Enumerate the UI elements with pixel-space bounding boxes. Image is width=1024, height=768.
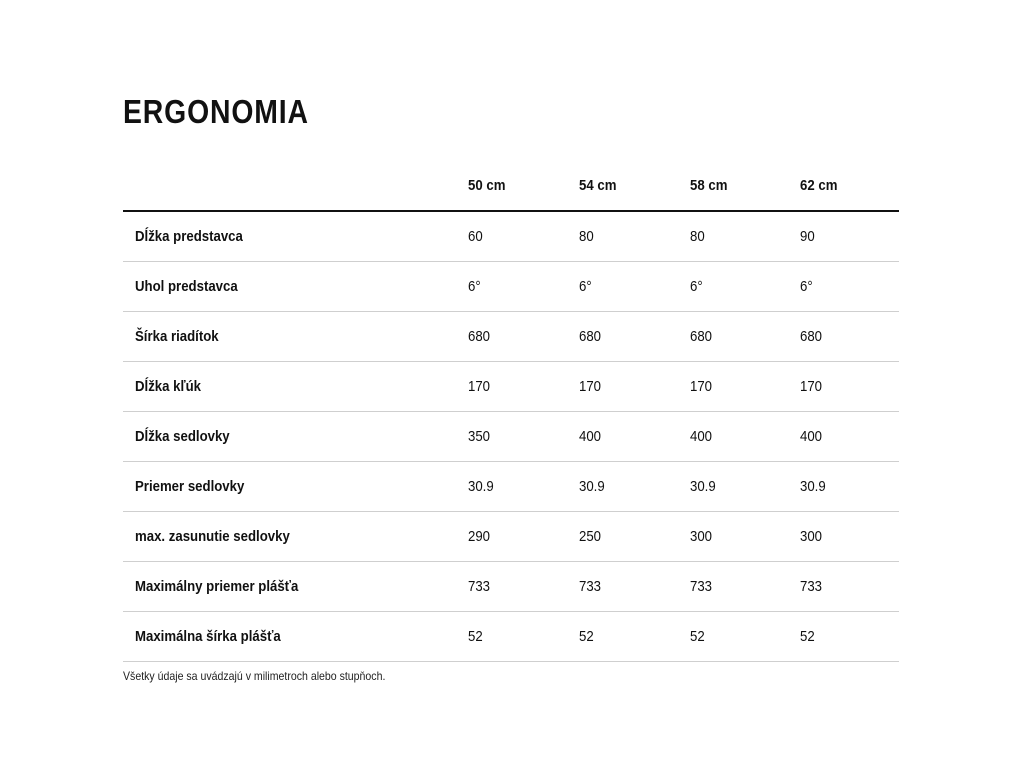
row-label: Maximálna šírka plášťa bbox=[135, 628, 281, 645]
row-label: Šírka riadítok bbox=[135, 328, 219, 345]
row-value: 733 bbox=[468, 578, 491, 595]
units-footnote: Všetky údaje sa uvádzajú v milimetroch alebo stupňoch. bbox=[123, 669, 386, 683]
row-value: 170 bbox=[579, 378, 602, 395]
table-row-crank-length bbox=[123, 362, 899, 412]
size-header-54: 54 cm bbox=[579, 177, 617, 194]
row-value: 733 bbox=[690, 578, 713, 595]
row-label: Maximálny priemer plášťa bbox=[135, 578, 299, 595]
row-value: 170 bbox=[468, 378, 491, 395]
row-value: 6° bbox=[468, 278, 481, 295]
row-value: 170 bbox=[800, 378, 823, 395]
row-value: 30.9 bbox=[690, 478, 716, 495]
row-value: 680 bbox=[468, 328, 491, 345]
row-label: Dĺžka predstavca bbox=[135, 228, 243, 245]
ergonomics-table bbox=[123, 160, 899, 662]
row-value: 300 bbox=[800, 528, 823, 545]
row-value: 170 bbox=[690, 378, 713, 395]
table-row-stem-angle bbox=[123, 262, 899, 312]
row-value: 733 bbox=[579, 578, 602, 595]
table-row-seatpost-length bbox=[123, 412, 899, 462]
row-value: 52 bbox=[579, 628, 594, 645]
row-value: 6° bbox=[579, 278, 592, 295]
row-value: 290 bbox=[468, 528, 491, 545]
row-value: 30.9 bbox=[579, 478, 605, 495]
size-header-58: 58 cm bbox=[690, 177, 728, 194]
row-value: 733 bbox=[800, 578, 823, 595]
row-label: Priemer sedlovky bbox=[135, 478, 245, 495]
row-value: 400 bbox=[690, 428, 713, 445]
row-value: 30.9 bbox=[800, 478, 826, 495]
row-value: 680 bbox=[800, 328, 823, 345]
row-value: 400 bbox=[579, 428, 602, 445]
row-value: 300 bbox=[690, 528, 713, 545]
row-value: 80 bbox=[690, 228, 705, 245]
table-row-seatpost-diameter bbox=[123, 462, 899, 512]
table-row-max-tire-diameter bbox=[123, 562, 899, 612]
row-value: 250 bbox=[579, 528, 602, 545]
row-value: 80 bbox=[579, 228, 594, 245]
row-value: 90 bbox=[800, 228, 815, 245]
page-title: ERGONOMIA bbox=[123, 93, 309, 130]
table-header-row bbox=[123, 160, 899, 212]
row-value: 52 bbox=[690, 628, 705, 645]
table-row-max-tire-width bbox=[123, 612, 899, 662]
row-value: 52 bbox=[468, 628, 483, 645]
row-label: Dĺžka sedlovky bbox=[135, 428, 230, 445]
row-label: max. zasunutie sedlovky bbox=[135, 528, 290, 545]
row-value: 52 bbox=[800, 628, 815, 645]
table-row-handlebar-width bbox=[123, 312, 899, 362]
row-value: 680 bbox=[579, 328, 602, 345]
row-value: 680 bbox=[690, 328, 713, 345]
row-value: 350 bbox=[468, 428, 491, 445]
table-row-stem-length bbox=[123, 212, 899, 262]
table-row-seatpost-insertion bbox=[123, 512, 899, 562]
row-label: Uhol predstavca bbox=[135, 278, 238, 295]
row-label: Dĺžka kľúk bbox=[135, 378, 201, 395]
row-value: 6° bbox=[800, 278, 813, 295]
size-header-62: 62 cm bbox=[800, 177, 838, 194]
row-value: 6° bbox=[690, 278, 703, 295]
row-value: 30.9 bbox=[468, 478, 494, 495]
row-value: 60 bbox=[468, 228, 483, 245]
size-header-50: 50 cm bbox=[468, 177, 506, 194]
row-value: 400 bbox=[800, 428, 823, 445]
